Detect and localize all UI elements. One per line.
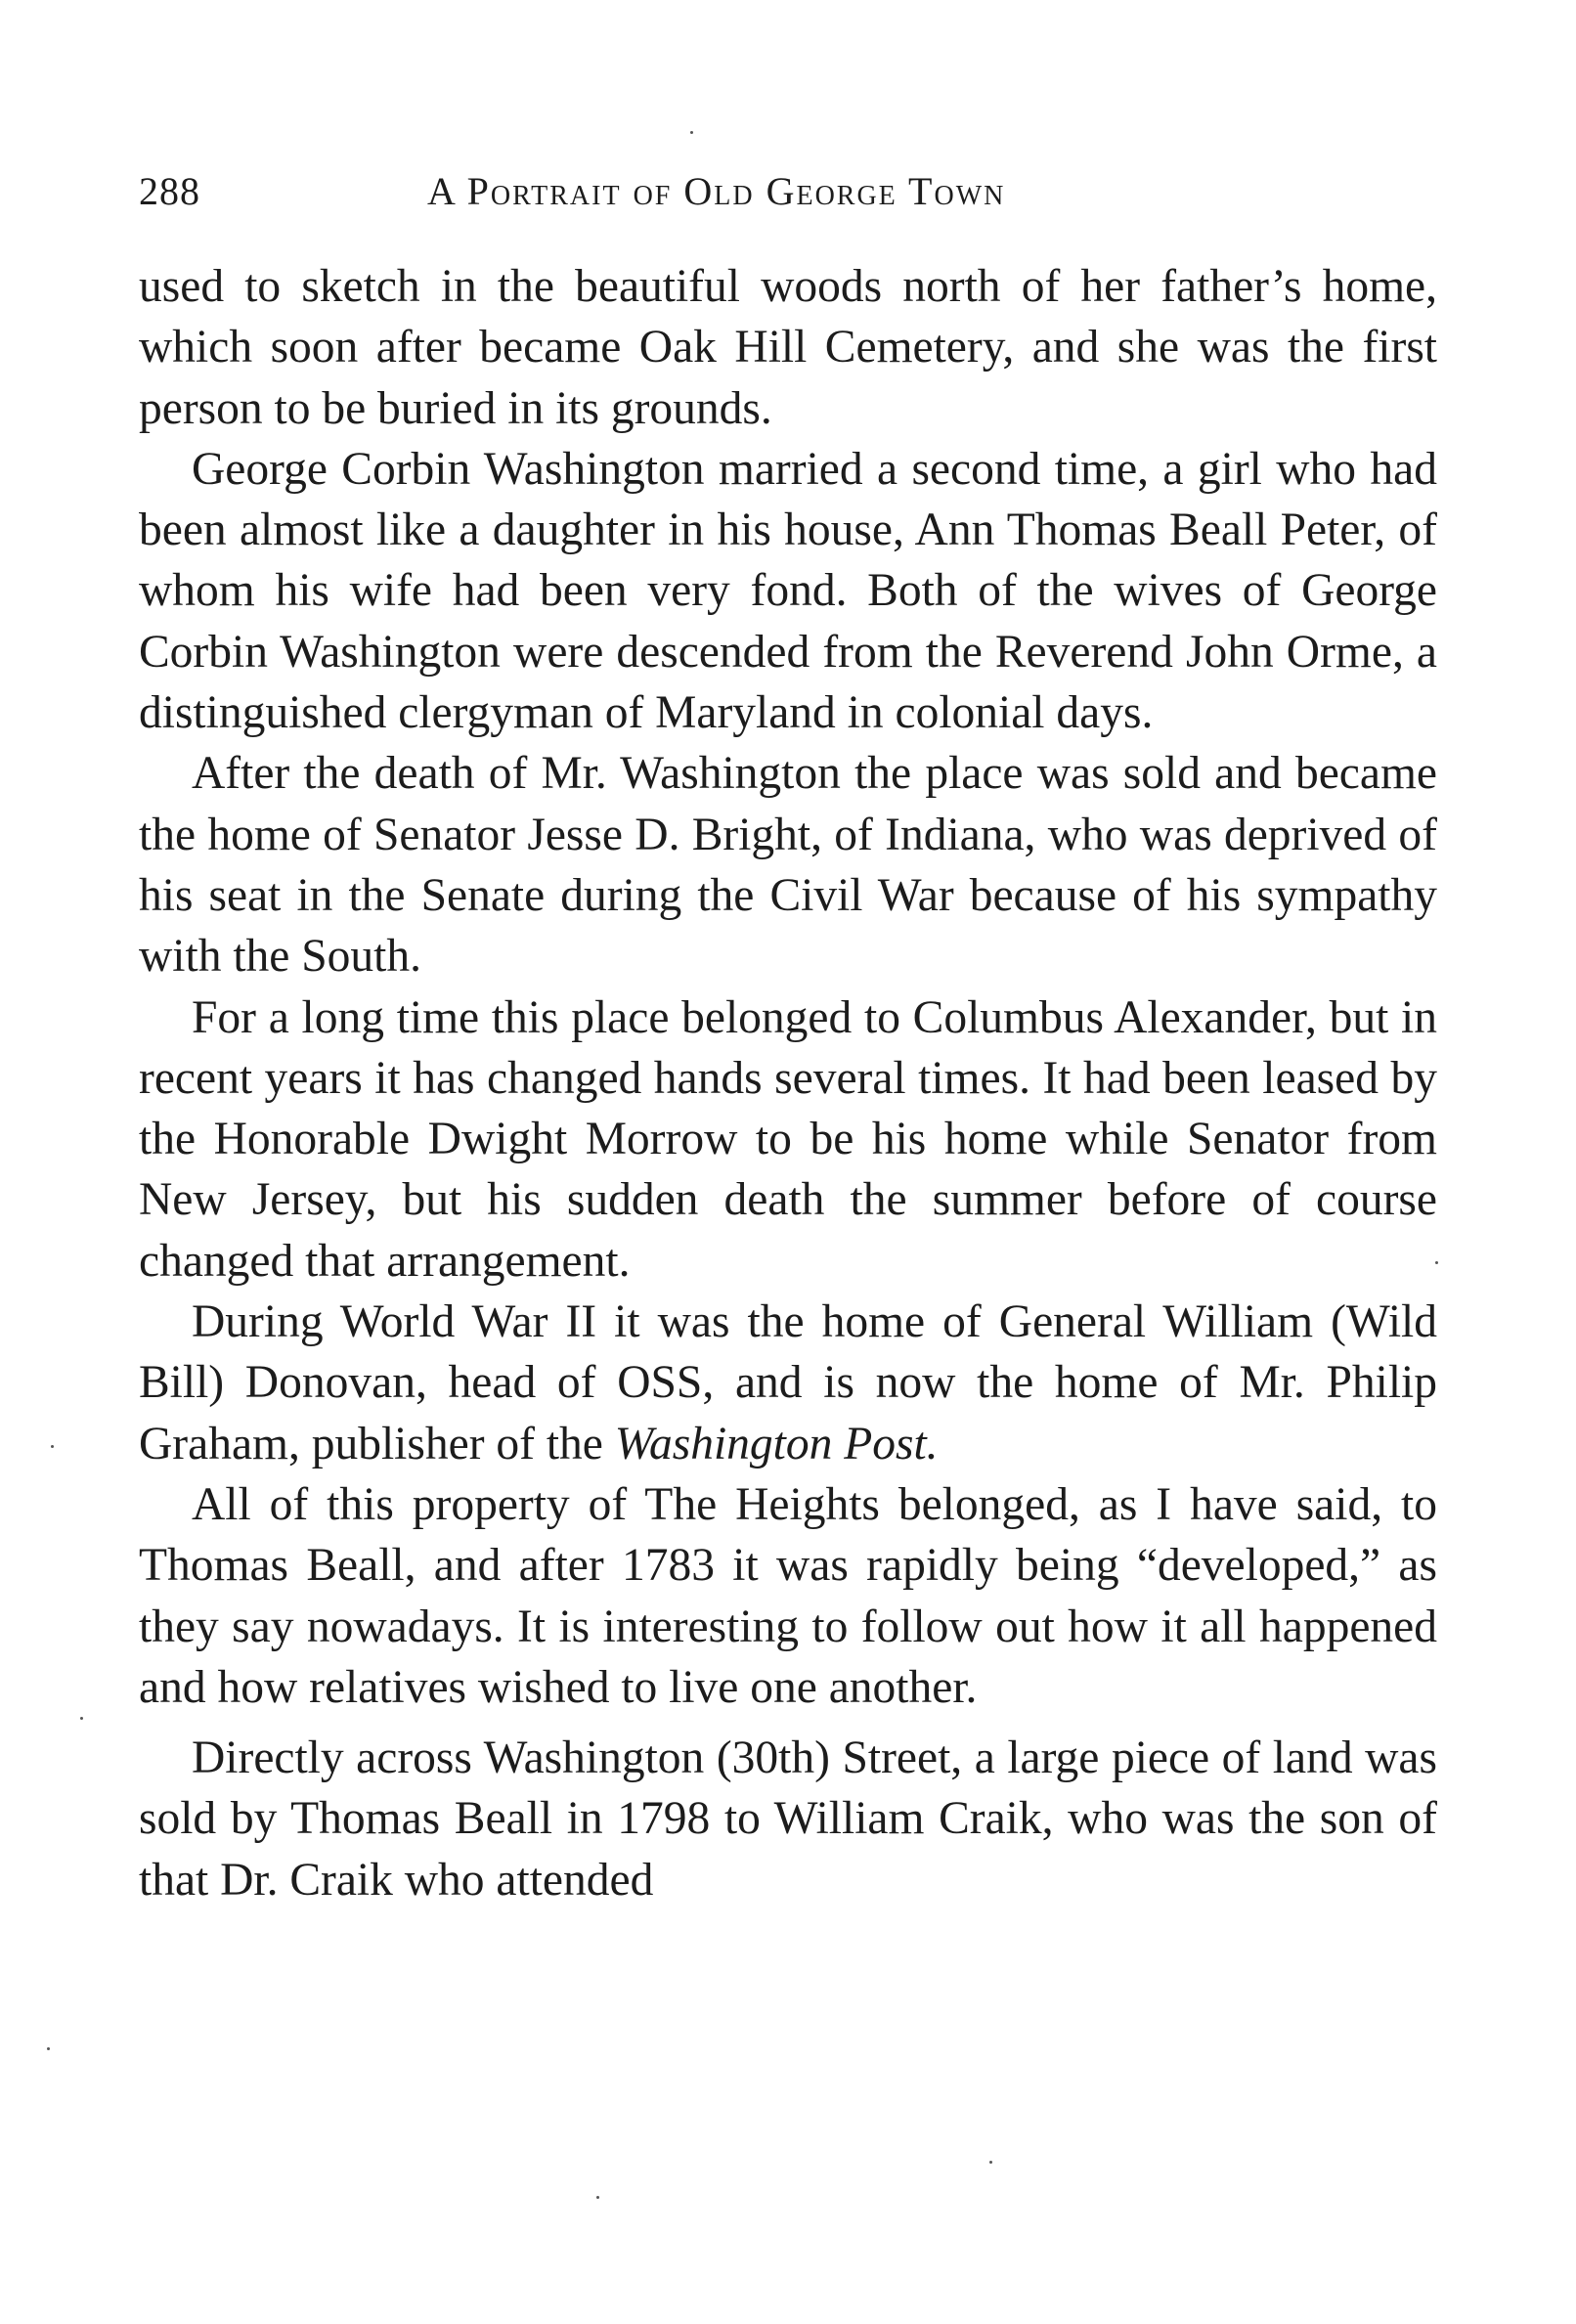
scan-speck	[1435, 1261, 1438, 1264]
paragraph-world-war-ii	[139, 1292, 1437, 1474]
book-title: A Portrait of Old George Town	[427, 169, 1006, 213]
scan-speck	[47, 2047, 50, 2050]
paragraph-senator-bright: After the death of Mr. Washington the place was sold and became the home of Senator Jesse D. Bright, of Indiana, who was deprived of his seat in the Senate during the Civil War because of his sympathy with the South.	[139, 748, 1437, 983]
scan-speck	[690, 131, 693, 134]
paragraph-columbus-alexander: For a long time this place belonged to Columbus Alexander, but in recent years it has changed hands several times. It had been leased by the Honorable Dwight Morrow to be his home while Senator from New Jersey, but his sudden death the summer before of course changed that arrangement.	[139, 991, 1437, 1287]
paragraph-craik-land: Directly across Washington (30th) Street, a large piece of land was sold by Thomas Beall in 1798 to William Craik, who was the son of that Dr. Craik who attended	[139, 1732, 1437, 1906]
paragraph-world-war-ii-text: During World War II it was the home of General William (Wild Bill) Donovan, head of OSS, and is now the home of Mr. Philip Graham, publisher of the	[139, 1296, 1437, 1469]
page-number: 288	[139, 169, 200, 213]
scan-speck	[51, 1445, 54, 1448]
scan-speck	[80, 1717, 83, 1720]
newspaper-title: Washington Post.	[614, 1418, 939, 1469]
running-head	[129, 168, 1449, 227]
paragraph-heights-property: All of this property of The Heights belonged, as I have said, to Thomas Beall, and after 1783 it was rapidly being “developed,” as they say nowadays. It is interesting to follow out how it all happened and how relatives wished to live one another.	[139, 1478, 1437, 1713]
body-text	[139, 256, 1437, 1910]
paragraph-second-marriage: George Corbin Washington married a second time, a girl who had been almost like a daughter in his house, Ann Thomas Beall Peter, of whom his wife had been very fond. Both of the wives of George Corbin Washington were descended from the Reverend John Orme, a distinguished clergyman of Maryland in colonial days.	[139, 443, 1437, 739]
scan-speck	[596, 2196, 599, 2199]
scan-speck	[989, 2161, 992, 2164]
paragraph-continuation: used to sketch in the beautiful woods north of her father’s home, which soon after became Oak Hill Cemetery, and she was the first person to be buried in its grounds.	[139, 261, 1437, 434]
